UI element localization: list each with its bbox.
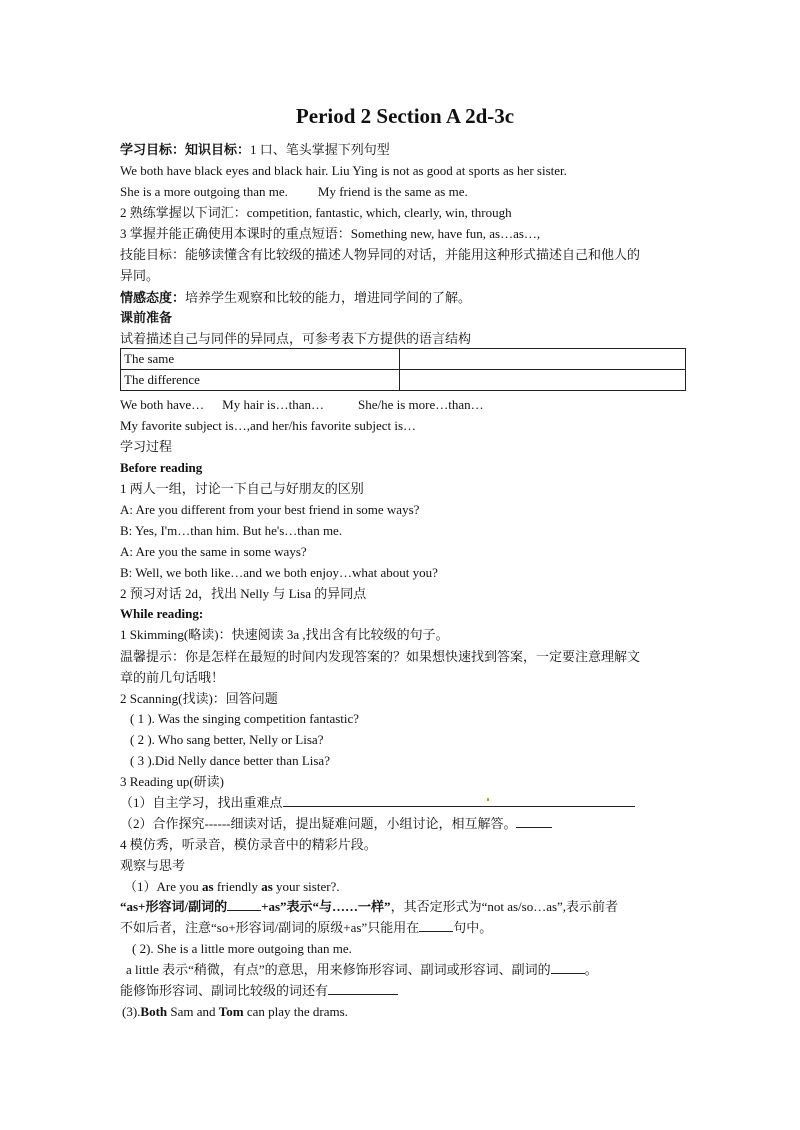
rule-text: 句中。 xyxy=(453,920,493,935)
answer-blank[interactable] xyxy=(227,898,261,911)
comparison-table xyxy=(120,348,686,391)
while-reading-heading: While reading: xyxy=(120,606,204,621)
structure-1c: She/he is more…than… xyxy=(357,397,484,412)
reading-up-2: （2）合作探究------细读对话，提出疑难问题，小组讨论，相互解答。 xyxy=(120,816,517,831)
observe-item3-text: can play the drams. xyxy=(243,1004,348,1019)
goals-sentence2b: My friend is the same as me. xyxy=(317,184,468,199)
attitude-text: 培养学生观察和比较的能力，增进同学间的了解。 xyxy=(185,290,472,305)
table-row xyxy=(121,349,686,370)
goals-label: 学习目标：知识目标： xyxy=(120,142,251,157)
observe-item3-bold: Both xyxy=(140,1004,168,1019)
rule-text: 能修饰形容词、副词比较级的词还有 xyxy=(120,983,329,998)
goals-sentence2-line xyxy=(120,183,468,200)
observe-item1 xyxy=(124,878,340,895)
rule-text: ，其否定形式为“not as/so…as”,表示前者 xyxy=(390,899,619,914)
dialog-line: B: Well, we both like…and we both enjoy…what about you? xyxy=(120,565,438,580)
observe-item3 xyxy=(122,1003,348,1020)
goals-item3: 3 掌握并能正确使用本课时的重点短语：Something new, have fun, as…as…, xyxy=(120,226,541,241)
structure-line2: My favorite subject is…,and her/his favorite subject is… xyxy=(120,418,417,433)
goals-line xyxy=(120,141,390,158)
mark-dot xyxy=(487,798,489,801)
goals-item2: 2 熟练掌握以下词汇：competition, fantastic, which, clearly, win, through xyxy=(120,205,512,220)
structure-line1 xyxy=(120,396,484,413)
table-cell-input[interactable] xyxy=(400,349,686,370)
reading-up-1-line xyxy=(120,794,635,811)
answer-blank[interactable] xyxy=(551,961,585,974)
process-heading: 学习过程 xyxy=(120,439,173,454)
observe-item2: ( 2). She is a little more outgoing than me. xyxy=(132,941,352,956)
tip-line1: 温馨提示：你是怎样在最短的时间内发现答案的？如果想快速找到答案，一定要注意理解文 xyxy=(120,649,641,664)
goals-item1: 1 口、笔头掌握下列句型 xyxy=(250,142,390,157)
question-3: ( 3 ).Did Nelly dance better than Lisa? xyxy=(130,753,330,768)
rule-bold-text: +as”表示“与……一样” xyxy=(261,899,391,914)
dialog-line: B: Yes, I'm…than him. But he's…than me. xyxy=(120,523,343,538)
observe-item1-text: friendly xyxy=(213,879,262,894)
tip-line2: 章的前几句话哦！ xyxy=(120,670,225,685)
rule-text: a little 表示“稍微，有点”的意思，用来修饰形容词、副词或形容词、副词的 xyxy=(126,962,551,977)
rule-line2 xyxy=(120,919,492,936)
before-item2: 2 预习对话 2d，找出 Nelly 与 Lisa 的异同点 xyxy=(120,586,367,601)
observe-heading: 观察与思考 xyxy=(120,858,186,873)
table-cell: The difference xyxy=(121,370,400,391)
while-item1: 1 Skimming(略读)：快速阅读 3a ,找出含有比较级的句子。 xyxy=(120,627,449,642)
structure-1a: We both have… xyxy=(120,397,205,412)
prep-heading: 课前准备 xyxy=(120,310,173,325)
skill-goal-line2: 异同。 xyxy=(120,268,160,283)
observe-item1-text: （1）Are you xyxy=(124,879,202,894)
rule-line1 xyxy=(120,898,618,915)
page-title: Period 2 Section A 2d-3c xyxy=(295,104,515,128)
attitude-line xyxy=(120,289,471,306)
table-cell-input[interactable] xyxy=(400,370,686,391)
while-item3: 3 Reading up(研读) xyxy=(120,774,224,789)
structure-1b: My hair is…than… xyxy=(222,397,324,412)
observe-item1-text: your sister?. xyxy=(272,879,340,894)
rule-bold-text: “as+形容词/副词的 xyxy=(120,899,228,914)
observe-item3-text: Sam and xyxy=(167,1004,219,1019)
question-2: ( 2 ). Who sang better, Nelly or Lisa? xyxy=(130,732,324,747)
dialog-line: A: Are you the same in some ways? xyxy=(120,544,307,559)
answer-blank[interactable] xyxy=(419,919,453,932)
rule-text: 不如后者，注意“so+形容词/副词的原级+as”只能用在 xyxy=(120,920,420,935)
goals-sentence1: We both have black eyes and black hair. Liu Ying is not as good at sports as her sister. xyxy=(120,163,567,178)
answer-blank[interactable] xyxy=(328,982,398,995)
answer-blank[interactable] xyxy=(516,815,552,828)
question-1: ( 1 ). Was the singing competition fantastic? xyxy=(130,711,360,726)
rule-line3 xyxy=(126,961,598,978)
before-item1: 1 两人一组，讨论一下自己与好朋友的区别 xyxy=(120,481,364,496)
rule-line4 xyxy=(120,982,398,999)
prep-instruction: 试着描述自己与同伴的异同点，可参考表下方提供的语言结构 xyxy=(120,331,472,346)
skill-goal-line1: 技能目标：能够读懂含有比较级的描述人物异同的对话，并能用这种形式描述自己和他人的 xyxy=(120,247,641,262)
while-item2: 2 Scanning(找读)：回答问题 xyxy=(120,691,278,706)
goals-sentence2a: She is a more outgoing than me. xyxy=(120,184,288,199)
dialog-line: A: Are you different from your best friend in some ways? xyxy=(120,502,420,517)
table-row xyxy=(121,370,686,391)
reading-up-2-line xyxy=(120,815,552,832)
table-cell: The same xyxy=(121,349,400,370)
observe-item1-bold: as xyxy=(261,879,273,894)
while-item4: 4 模仿秀，听录音，模仿录音中的精彩片段。 xyxy=(120,837,377,852)
answer-blank[interactable] xyxy=(283,794,635,807)
rule-text: 。 xyxy=(584,962,598,977)
before-reading-heading: Before reading xyxy=(120,460,203,475)
attitude-label: 情感态度： xyxy=(120,290,186,305)
observe-item1-bold: as xyxy=(202,879,214,894)
observe-item3-text: (3). xyxy=(122,1004,141,1019)
reading-up-1: （1）自主学习，找出重难点 xyxy=(120,795,283,810)
observe-item3-bold: Tom xyxy=(218,1004,244,1019)
